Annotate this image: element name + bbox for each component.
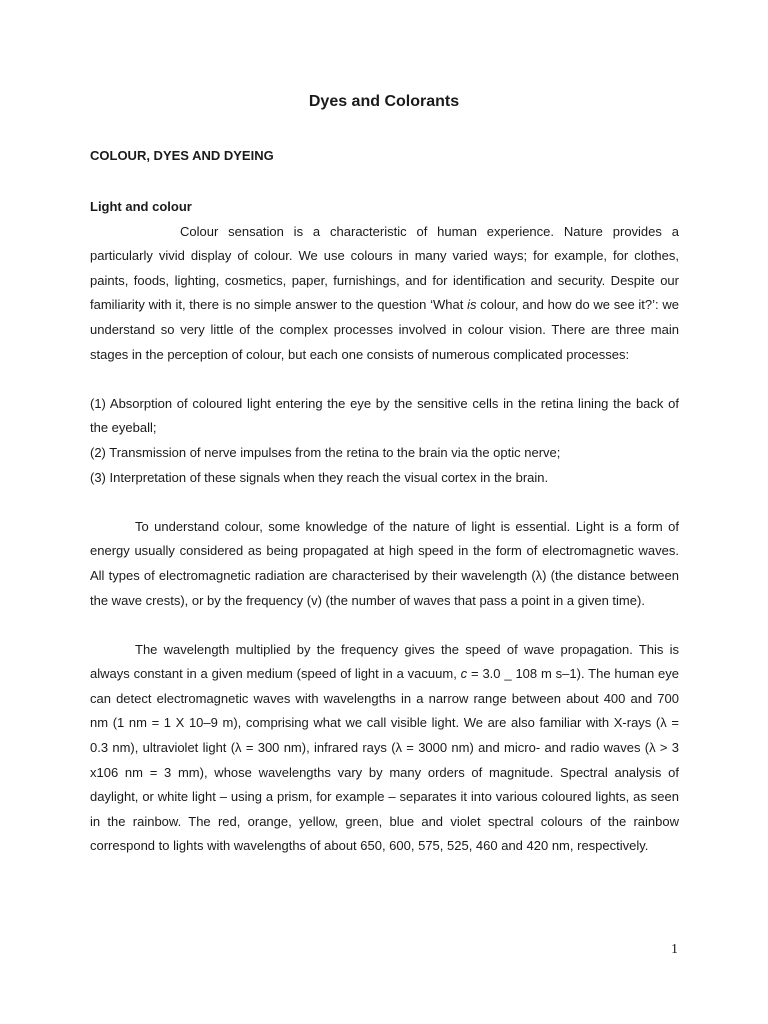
document-title: Dyes and Colorants xyxy=(308,93,460,110)
paragraph-3-text-b: = 3.0 _ 108 m s–1). The human eye can detect electromagnetic waves with wavelengths in a narrow range between about 400 and 700 nm (1 nm = 1 X 10–9 m), comprising what we call visible light. We are also familiar with X-rays (λ = 0.3 nm), ultraviolet light (λ = 300 nm), infrared rays (λ = 3000 nm) and micro- and radio waves (λ > 3 x106 nm = 3 mm), whose wavelengths vary by many orders of magnitude. Spectral analysis of daylight, or white light – using a prism, for example – separates it into various coloured lights, as seen in the rainbow. The red, orange, yellow, green, blue and violet spectral colours of the rainbow correspond to lights with wavelengths of about 650, 600, 575, 525, 460 and 420 nm, respectively. xyxy=(90,666,679,854)
spacer xyxy=(90,367,679,392)
paragraph-1-text-a: Colour sensation is a characteristic of human experience. Nature provides a particularly vivid display of colour. We use colours in many varied ways; for example, for clothes, paints, foods, lighting, cosmetics, paper, furnishings, and for identification and security. Despite our familiarity with it, there is no simple answer to the question ‘What xyxy=(90,223,679,313)
document-body xyxy=(90,195,679,859)
section-heading: COLOUR, DYES AND DYEING xyxy=(90,148,274,163)
paragraph-3 xyxy=(90,638,679,859)
spacer xyxy=(90,613,679,638)
subheading: Light and colour xyxy=(90,199,192,214)
list-item: (1) Absorption of coloured light entering the eye by the sensitive cells in the retina lining the back of the eyeball; xyxy=(90,395,679,436)
paragraph-1-text-b: colour, and how do we see it?’: we understand so very little of the complex processes involved in colour vision. There are three main stages in the perception of colour, but each one consists of numerous complicated processes: xyxy=(90,297,679,362)
paragraph-2: To understand colour, some knowledge of the nature of light is essential. Light is a form of energy usually considered as being propagated at high speed in the form of electromagnetic waves. All types of electromagnetic radiation are characterised by their wavelength (λ) (the distance between the wave crests), or by the frequency (v) (the number of waves that pass a point in a given time). xyxy=(90,518,679,608)
list-item: (2) Transmission of nerve impulses from the retina to the brain via the optic nerve; xyxy=(90,444,561,460)
paragraph-1 xyxy=(90,220,679,368)
paragraph-3-italic: c xyxy=(460,666,468,682)
paragraph-3-text-a: The wavelength multiplied by the frequency gives the speed of wave propagation. This is always constant in a given medium (speed of light in a vacuum, xyxy=(90,641,679,682)
page-number: 1 xyxy=(671,942,678,957)
paragraph-1-italic: is xyxy=(467,297,477,313)
list-item: (3) Interpretation of these signals when they reach the visual cortex in the brain. xyxy=(90,469,549,485)
spacer xyxy=(90,490,679,515)
